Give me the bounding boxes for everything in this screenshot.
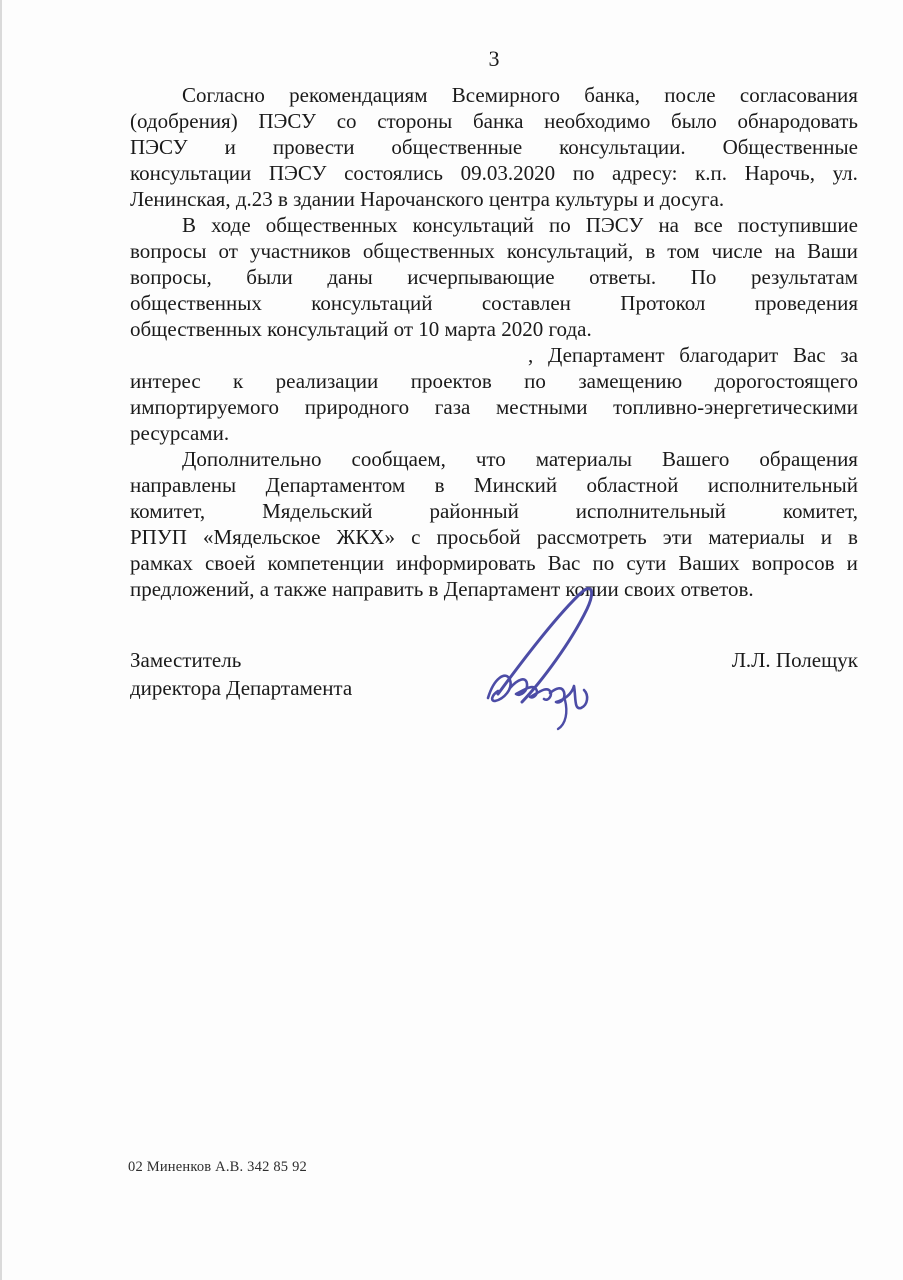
word: эти (662, 525, 693, 549)
text-line: общественных консультаций от 10 марта 2020 года. (130, 317, 592, 341)
word: просьбой (436, 525, 521, 549)
word: Минский (473, 473, 558, 497)
word: общественных (265, 213, 398, 237)
word: том (667, 239, 700, 263)
word: «Мядельское (202, 525, 321, 549)
text-line (130, 212, 858, 238)
word: рекомендациям (289, 83, 428, 107)
word: проектов (410, 369, 492, 393)
text-line (130, 82, 858, 108)
word: обнародовать (737, 109, 858, 133)
signer-name: Л.Л. Полещук (731, 648, 858, 672)
word: Общественные (722, 135, 858, 159)
text-line (130, 264, 858, 290)
word: были (246, 265, 293, 289)
word: замещению (578, 369, 683, 393)
word: дорогостоящего (714, 369, 858, 393)
word: Ваши (807, 239, 858, 263)
word: проведения (754, 291, 858, 315)
word: по (524, 369, 546, 393)
word: Нарочь, (744, 161, 815, 185)
word: информировать (396, 551, 536, 575)
executor-footer-note: 02 Миненков А.В. 342 85 92 (128, 1159, 307, 1175)
word: направлены (130, 473, 237, 497)
word: Протокол (620, 291, 706, 315)
word: Вас (547, 551, 581, 575)
word: на (658, 213, 679, 237)
word: вопросов (751, 551, 835, 575)
word: Всемирного (451, 83, 561, 107)
word: (одобрения) (130, 109, 238, 133)
word: исчерпывающие (407, 265, 555, 289)
word: к (233, 369, 244, 393)
text-line (130, 108, 858, 134)
word: реализации (275, 369, 379, 393)
word: банка, (584, 83, 640, 107)
word: участников (249, 239, 351, 263)
word: Департаментом (265, 473, 406, 497)
word: в (645, 239, 656, 263)
word: даны (327, 265, 373, 289)
word: ПЭСУ (585, 213, 644, 237)
signer-position-line1: Заместитель (130, 648, 242, 672)
text-line (130, 472, 858, 498)
word: сообщаем, (351, 447, 446, 471)
signer-position-title (130, 646, 352, 702)
letter-body (130, 82, 858, 602)
word: своей (204, 551, 256, 575)
word: комитет, (130, 499, 206, 523)
word: Дополнительно (182, 447, 322, 471)
word: , (528, 343, 534, 367)
word: общественных (362, 239, 495, 263)
word: ул. (832, 161, 858, 185)
word: необходимо (544, 109, 651, 133)
word: обращения (759, 447, 858, 471)
word: Вашего (661, 447, 730, 471)
word: банка (472, 109, 524, 133)
word: по (572, 161, 595, 185)
text-line (130, 134, 858, 160)
word: все (694, 213, 723, 237)
word: исполнительный (575, 499, 726, 523)
word: на (774, 239, 796, 263)
signature-block (130, 646, 858, 702)
word: Согласно (182, 83, 265, 107)
word: Ваших (678, 551, 740, 575)
word: что (475, 447, 506, 471)
word: благодарит (679, 343, 779, 367)
text-line (130, 368, 858, 394)
word: ПЭСУ (130, 135, 188, 159)
text-line (130, 342, 858, 368)
paragraph (130, 212, 858, 342)
paragraph (130, 342, 858, 446)
text-line: предложений, а также направить в Департамент копии своих ответов. (130, 577, 754, 601)
word: и (846, 551, 858, 575)
text-line (130, 550, 858, 576)
word: газа (434, 395, 471, 419)
word: с (411, 525, 421, 549)
word: от (218, 239, 238, 263)
word: по (592, 551, 615, 575)
word: импортируемого (130, 395, 280, 419)
word: консультаций (311, 291, 433, 315)
word: консультаций, (506, 239, 634, 263)
word: сути (626, 551, 667, 575)
word: интерес (130, 369, 201, 393)
word: в (848, 525, 858, 549)
word: составлен (481, 291, 571, 315)
signer-position-line2: директора Департамента (130, 676, 353, 700)
word: природного (304, 395, 410, 419)
word: материалы (535, 447, 632, 471)
word: состоялись (344, 161, 444, 185)
page-number: 3 (488, 46, 500, 71)
scan-left-edge (0, 0, 2, 1280)
word: местными (495, 395, 588, 419)
word: адресу: (612, 161, 678, 185)
text-line (130, 524, 858, 550)
word: Департамент (548, 343, 665, 367)
word: ходе (211, 213, 251, 237)
text-line: ресурсами. (130, 421, 230, 445)
word: и (224, 135, 236, 159)
word: рассмотреть (536, 525, 647, 549)
word: РПУП (130, 525, 187, 549)
text-line (130, 394, 858, 420)
word: вопросы, (130, 265, 212, 289)
text-line (130, 238, 858, 264)
word: По (690, 265, 717, 289)
word: Мядельский (262, 499, 373, 523)
word: стороны (377, 109, 453, 133)
word: В (182, 213, 197, 237)
word: было (671, 109, 717, 133)
text-line (130, 160, 858, 186)
text-line (130, 498, 858, 524)
word: 09.03.2020 (460, 161, 556, 185)
word: общественных (130, 291, 262, 315)
word: после (664, 83, 716, 107)
word: вопросы (130, 239, 207, 263)
word: ЖКХ» (336, 525, 396, 549)
text-line (130, 290, 858, 316)
word: за (840, 343, 858, 367)
word: консультации. (559, 135, 686, 159)
text-line: Ленинская, д.23 в здании Нарочанского центра культуры и досуга. (130, 187, 725, 211)
word: числе (711, 239, 763, 263)
word: провести (272, 135, 355, 159)
word: исполнительный (707, 473, 858, 497)
word: ПЭСУ (258, 109, 317, 133)
word: консультации (130, 161, 252, 185)
word: Вас (792, 343, 826, 367)
word: по (548, 213, 571, 237)
word: со (336, 109, 357, 133)
word: ответы. (589, 265, 657, 289)
word: материалы (708, 525, 805, 549)
word: результатам (750, 265, 858, 289)
word: ПЭСУ (268, 161, 327, 185)
word: комитет, (782, 499, 858, 523)
word: консультаций (412, 213, 534, 237)
word: областной (586, 473, 679, 497)
paragraph (130, 82, 858, 212)
word: и (820, 525, 832, 549)
word: поступившие (737, 213, 858, 237)
word: общественные (391, 135, 523, 159)
text-line (130, 446, 858, 472)
word: в (434, 473, 445, 497)
word: согласования (739, 83, 858, 107)
word: топливно-энергетическими (613, 395, 858, 419)
word: районный (429, 499, 519, 523)
word: рамках (130, 551, 193, 575)
word: к.п. (695, 161, 728, 185)
word: компетенции (267, 551, 385, 575)
